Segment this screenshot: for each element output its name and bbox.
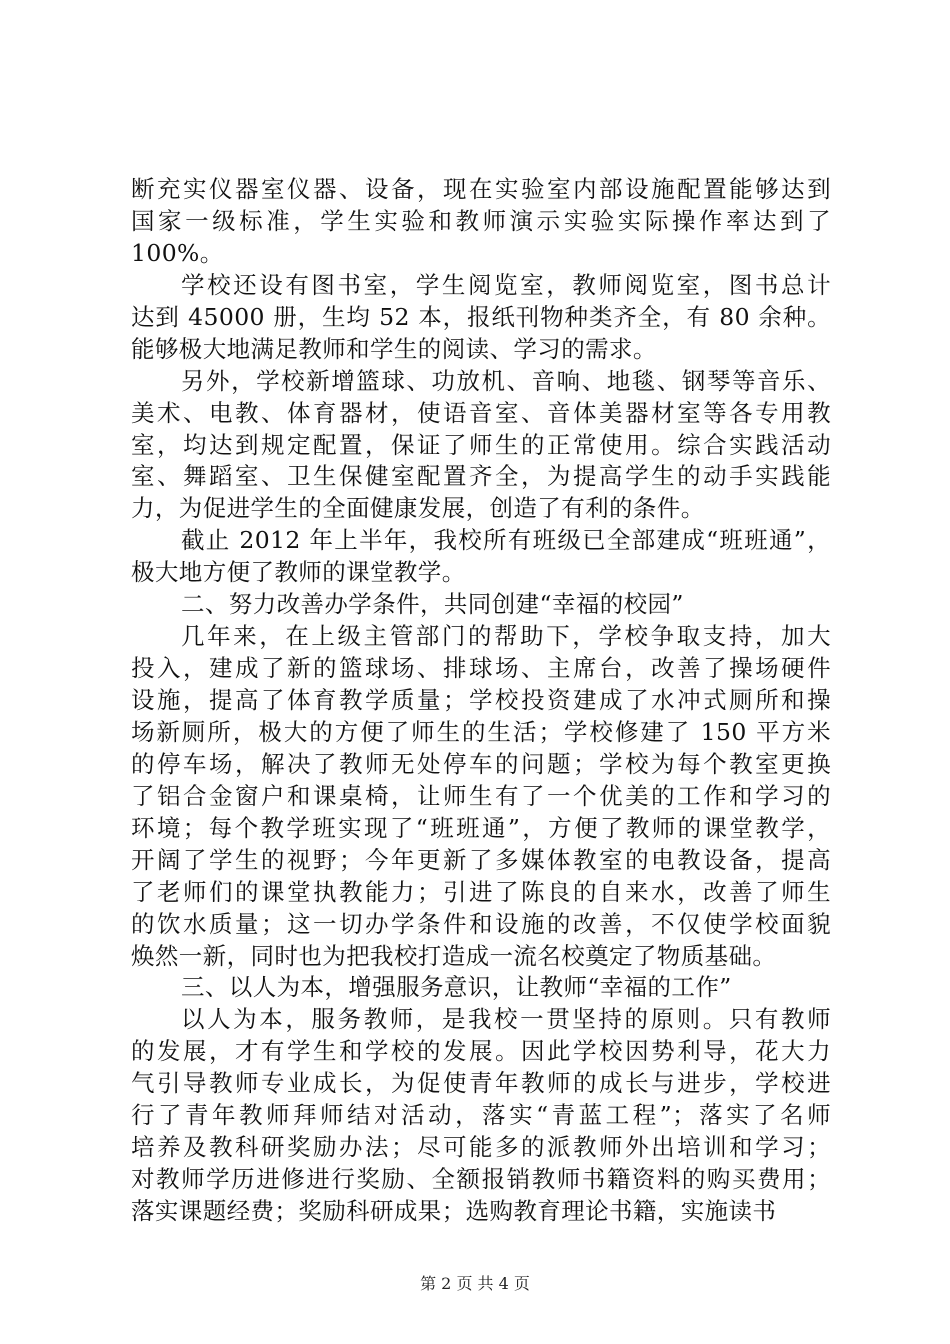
text-line: 100%。 (131, 238, 224, 267)
text-line: 美术、电教、体育器材，使语音室、音体美器材室等各专用教 (131, 398, 831, 427)
text-line: 几年来，在上级主管部门的帮助下，学校争取支持，加大 (181, 622, 831, 651)
paragraph (131, 366, 831, 526)
text-line: 学校还设有图书室，学生阅览室，教师阅览室，图书总计 (181, 270, 831, 299)
text-line: 以人为本，服务教师，是我校一贯坚持的原则。只有教师 (181, 1005, 831, 1034)
text-line: 落实课题经费；奖励科研成果；选购教育理论书籍，实施读书 (131, 1197, 777, 1225)
text-line: 极大地方便了教师的课堂教学。 (131, 558, 466, 587)
text-line: 断充实仪器室仪器、设备，现在实验室内部设施配置能够达到 (131, 175, 831, 203)
text-line: 了老师们的课堂执教能力；引进了陈良的自来水，改善了师生 (131, 877, 831, 906)
text-line: 开阔了学生的视野；今年更新了多媒体教室的电教设备，提高 (131, 845, 831, 874)
page-footer: 第 2 页 共 4 页 (420, 1274, 530, 1293)
text-line: 环境；每个教学班实现了“班班通”，方便了教师的课堂教学， (131, 813, 831, 842)
text-line: 培养及教科研奖励办法；尽可能多的派教师外出培训和学习； (131, 1133, 831, 1162)
section-heading (131, 589, 831, 621)
text-line: 达到 45000 册，生均 52 本，报纸刊物种类齐全，有 80 余种。 (131, 302, 831, 331)
text-line: 焕然一新，同时也为把我校打造成一流名校奠定了物质基础。 (131, 941, 777, 970)
text-line: 对教师学历进修进行奖励、全额报销教师书籍资料的购买费用； (131, 1165, 831, 1194)
paragraph (131, 270, 831, 366)
paragraph (131, 621, 831, 972)
text-line: 能够极大地满足教师和学生的阅读、学习的需求。 (131, 334, 657, 363)
paragraph (131, 174, 831, 270)
document-body (131, 174, 831, 1228)
text-line: 行了青年教师拜师结对活动，落实“青蓝工程”；落实了名师 (131, 1101, 831, 1130)
text-line: 气引导教师专业成长，为促使青年教师的成长与进步，学校进 (131, 1069, 831, 1098)
paragraph (131, 1004, 831, 1228)
text-line: 另外，学校新增篮球、功放机、音响、地毯、钢琴等音乐、 (181, 366, 831, 395)
text-line: 二、努力改善办学条件，共同创建“幸福的校园” (181, 590, 684, 619)
text-line: 了铝合金窗户和课桌椅，让师生有了一个优美的工作和学习的 (131, 781, 831, 810)
text-line: 力，为促进学生的全面健康发展，创造了有利的条件。 (131, 494, 705, 523)
paragraph (131, 525, 831, 589)
text-line: 截止 2012 年上半年，我校所有班级已全部建成“班班通”， (181, 526, 831, 555)
text-line: 设施，提高了体育教学质量；学校投资建成了水冲式厕所和操 (131, 686, 831, 714)
text-line: 场新厕所，极大的方便了师生的生活；学校修建了 150 平方米 (131, 717, 831, 746)
section-heading (131, 972, 831, 1004)
text-line: 投入，建成了新的篮球场、排球场、主席台，改善了操场硬件 (131, 654, 831, 683)
text-line: 的饮水质量；这一切办学条件和设施的改善，不仅使学校面貌 (131, 909, 831, 938)
text-line: 国家一级标准，学生实验和教师演示实验实际操作率达到了 (131, 206, 831, 235)
text-line: 的发展，才有学生和学校的发展。因此学校因势利导，花大力 (131, 1037, 831, 1066)
text-line: 的停车场，解决了教师无处停车的问题；学校为每个教室更换 (131, 749, 831, 778)
text-line: 室、舞蹈室、卫生保健室配置齐全，为提高学生的动手实践能 (131, 462, 831, 491)
text-line: 室，均达到规定配置，保证了师生的正常使用。综合实践活动 (131, 430, 831, 459)
text-line: 三、以人为本，增强服务意识，让教师“幸福的工作” (181, 973, 732, 1002)
